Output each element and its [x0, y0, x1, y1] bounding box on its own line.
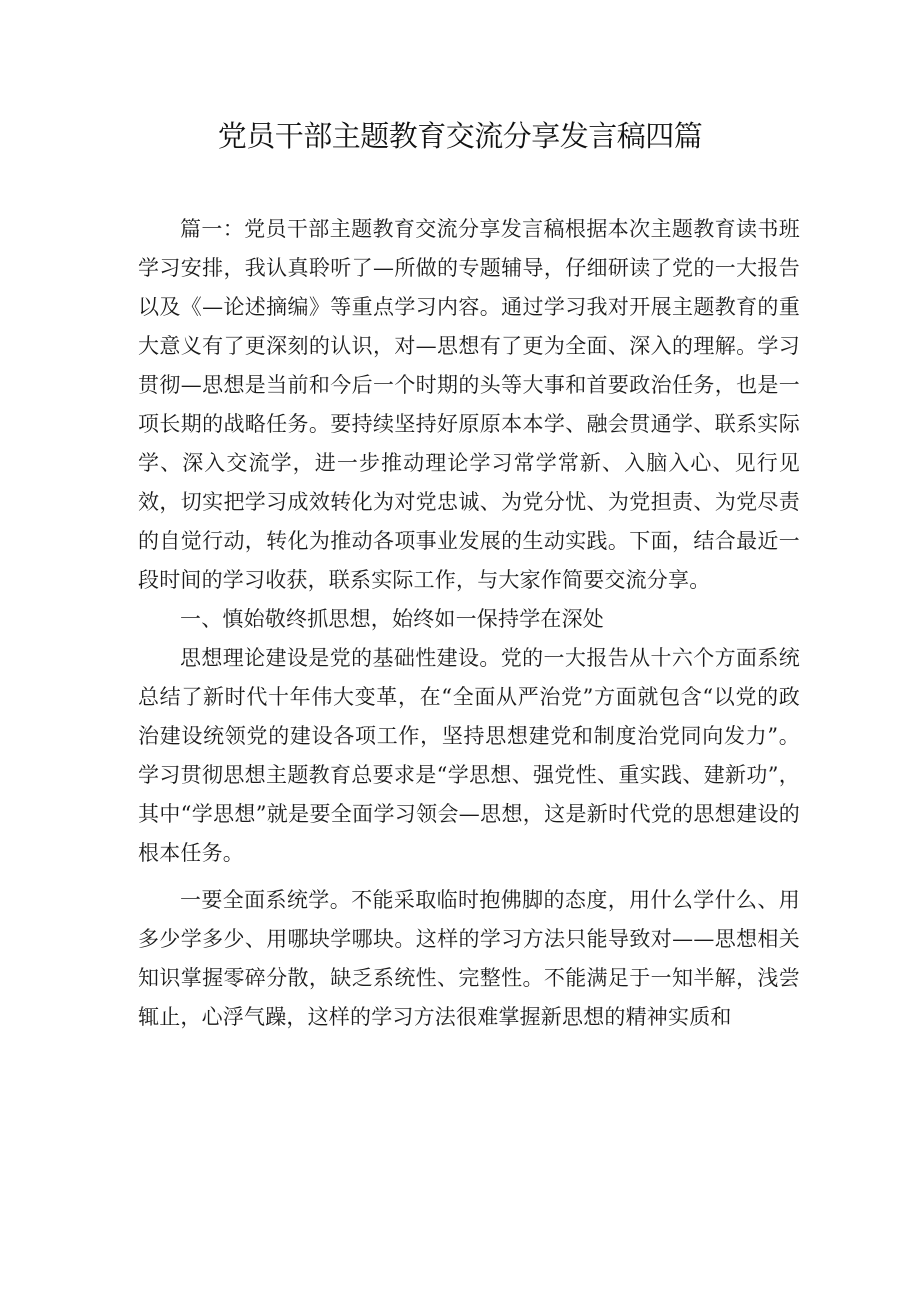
section-heading-1: 一、慎始敬终抓思想，始终如一保持学在深处	[180, 607, 604, 631]
document-body	[138, 210, 800, 1037]
paragraph-intro: 篇一：党员干部主题教育交流分享发言稿根据本次主题教育读书班学习安排，我认真聆听了—所做的专题辅导，仔细研读了党的一大报告以及《—论述摘编》等重点学习内容。通过学习我对开展主题教育的重大意义有了更深刻的认识，对—思想有了更为全面、深入的理解。学习贯彻—思想是当前和今后一个时期的头等大事和首要政治任务，也是一项长期的战略任务。要持续坚持好原原本本学、融会贯通学、联系实际学、深入交流学，进一步推动理论学习常学常新、入脑入心、见行见效，切实把学习成效转化为对党忠诚、为党分忧、为党担责、为党尽责的自觉行动，转化为推动各项事业发展的生动实践。下面，结合最近一段时间的学习收获，联系实际工作，与大家作简要交流分享。	[138, 217, 800, 592]
document-title: 党员干部主题教育交流分享发言稿四篇	[217, 119, 703, 153]
paragraph-point-1: 一要全面系统学。不能采取临时抱佛脚的态度，用什么学什么、用多少学多少、用哪块学哪块。这样的学习方法只能导致对——思想相关知识掌握零碎分散，缺乏系统性、完整性。不能满足于一知半解，浅尝辄止，心浮气躁，这样的学习方法很难掌握新思想的精神实质和	[138, 888, 800, 1029]
paragraph-section-1: 思想理论建设是党的基础性建设。党的一大报告从十六个方面系统总结了新时代十年伟大变革，在“全面从严治党”方面就包含“以党的政治建设统领党的建设各项工作，坚持思想建党和制度治党同向发力”。学习贯彻思想主题教育总要求是“学思想、强党性、重实践、建新功”，其中“学思想”就是要全面学习领会—思想，这是新时代党的思想建设的根本任务。	[138, 646, 800, 865]
